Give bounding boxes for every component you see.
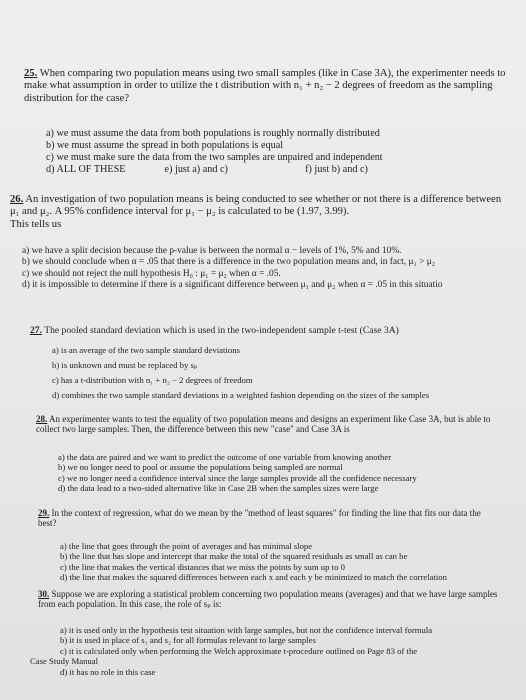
options-30 [30, 625, 433, 677]
question-26 [10, 194, 510, 231]
question-25 [24, 68, 514, 105]
option-d[interactable]: d) it is impossible to determine if there is a significant difference between μ₁ and μ₂ when α = .05 in this situatio [22, 279, 443, 290]
option-b[interactable]: b) we no longer need to pool or assume the populations being sampled are normal [58, 462, 343, 473]
option-a[interactable]: a) it is used only in the hypothesis test situation with large samples, but not the confidence interval formula [60, 625, 433, 635]
question-stem: An experimenter wants to test the equality of two population means and designs an experiment like Case 3A, but is able to collect two large samples. Then, the difference between this new "case" and Case 3A is [36, 414, 491, 435]
option-a[interactable]: a) we have a split decision because the p-value is between the normal α − levels of 1%, 5% and 10%. [22, 246, 402, 256]
option-d[interactable]: d) the data lead to a two-sided alternative like in Case 2B when the samples sizes were large [58, 483, 379, 494]
option-b[interactable]: b) is unknown and must be replaced by sₚ [52, 359, 198, 370]
question-stem: An investigation of two population means is being conducted to see whether or not there is a difference between μ₁ and μ₂. A 95% confidence interval for μ₁ − μ₂ is calculated to be (1.97, 3.99). [10, 194, 502, 218]
options-27 [52, 345, 429, 403]
option-d[interactable]: d) combines the two sample standard deviations in a weighted fashion depending on the sizes of the samples [52, 389, 430, 400]
options-26 [22, 246, 443, 291]
option-e[interactable]: e) just a) and c) [164, 164, 228, 175]
options-28 [58, 452, 417, 494]
option-c[interactable]: c) has a t-distribution with n₁ + n₂ − 2 degrees of freedom [52, 374, 253, 385]
question-stem: The pooled standard deviation which is used in the two-independent sample t-test (Case 3A) [44, 325, 399, 336]
question-stem-continued: This tells us [10, 218, 62, 230]
option-a[interactable]: a) the data are paired and we want to predict the outcome of one variable from knowing another [58, 452, 392, 462]
question-number: 27. [30, 325, 42, 336]
option-b[interactable]: b) we should conclude when α = .05 that there is a difference in the two population means and, in fact, μ₁ > μ₂ [22, 257, 436, 268]
question-27 [30, 325, 510, 336]
question-29 [38, 508, 500, 529]
question-number: 28. [36, 414, 48, 424]
option-a[interactable]: a) is an average of the two sample standard deviations [52, 345, 240, 355]
question-number: 25. [24, 68, 38, 79]
question-30 [38, 589, 514, 610]
question-number: 29. [38, 508, 50, 518]
options-25 [46, 128, 383, 176]
option-b[interactable]: b) the line that has slope and intercept that make the total of the squared residuals as small as can be [60, 551, 408, 562]
option-row-def [46, 164, 383, 176]
option-a[interactable]: a) the line that goes through the point of averages and has minimal slope [60, 541, 313, 551]
question-28 [36, 414, 512, 435]
option-c[interactable]: c) it is calculated only when performing the Welch approximate t-procedure outlined on Page 83 of the [60, 645, 418, 656]
question-stem: In the context of regression, what do we mean by the "method of least squares" for finding the line that fits our data the best? [38, 508, 481, 529]
option-b[interactable]: b) we must assume the spread in both populations is equal [46, 140, 284, 151]
option-f[interactable]: f) just b) and c) [305, 164, 368, 175]
option-d[interactable]: d) ALL OF THESE [46, 164, 126, 175]
option-c[interactable]: c) the line that makes the vertical distances that we miss the points by sum up to 0 [60, 561, 345, 572]
option-d[interactable]: d) it has no role in this case [60, 666, 156, 677]
question-stem: When comparing two population means using two small samples (like in Case 3A), the experimenter needs to make what assumption in order to utilize the t distribution with n₁ + n₂ − 2 degrees of freedom as the sampling distribution for the case? [24, 68, 506, 104]
question-number: 30. [38, 589, 50, 599]
option-c[interactable]: c) we no longer need a confidence interval since the large samples provide all the confidence necessary [58, 472, 417, 483]
option-c[interactable]: c) we must make sure the data from the two samples are unpaired and independent [46, 152, 383, 163]
option-b[interactable]: b) it is used in place of s₁ and s₂ for all formulas relevant to large samples [60, 635, 316, 646]
option-d[interactable]: d) the line that makes the squared differences between each x and each y be minimized to match the correlation [60, 572, 447, 583]
option-a[interactable]: a) we must assume the data from both populations is roughly normally distributed [46, 128, 380, 139]
question-stem: Suppose we are exploring a statistical problem concerning two population means (averages) and that we have large samples from each population. In this case, the role of sₚ is: [38, 589, 498, 610]
option-c[interactable]: c) we should not reject the null hypothesis H₀ : μ₁ = μ₂ when α = .05. [22, 268, 281, 279]
option-c-continued: Case Study Manual [30, 656, 99, 667]
options-29 [60, 541, 447, 583]
question-number: 26. [10, 194, 24, 205]
